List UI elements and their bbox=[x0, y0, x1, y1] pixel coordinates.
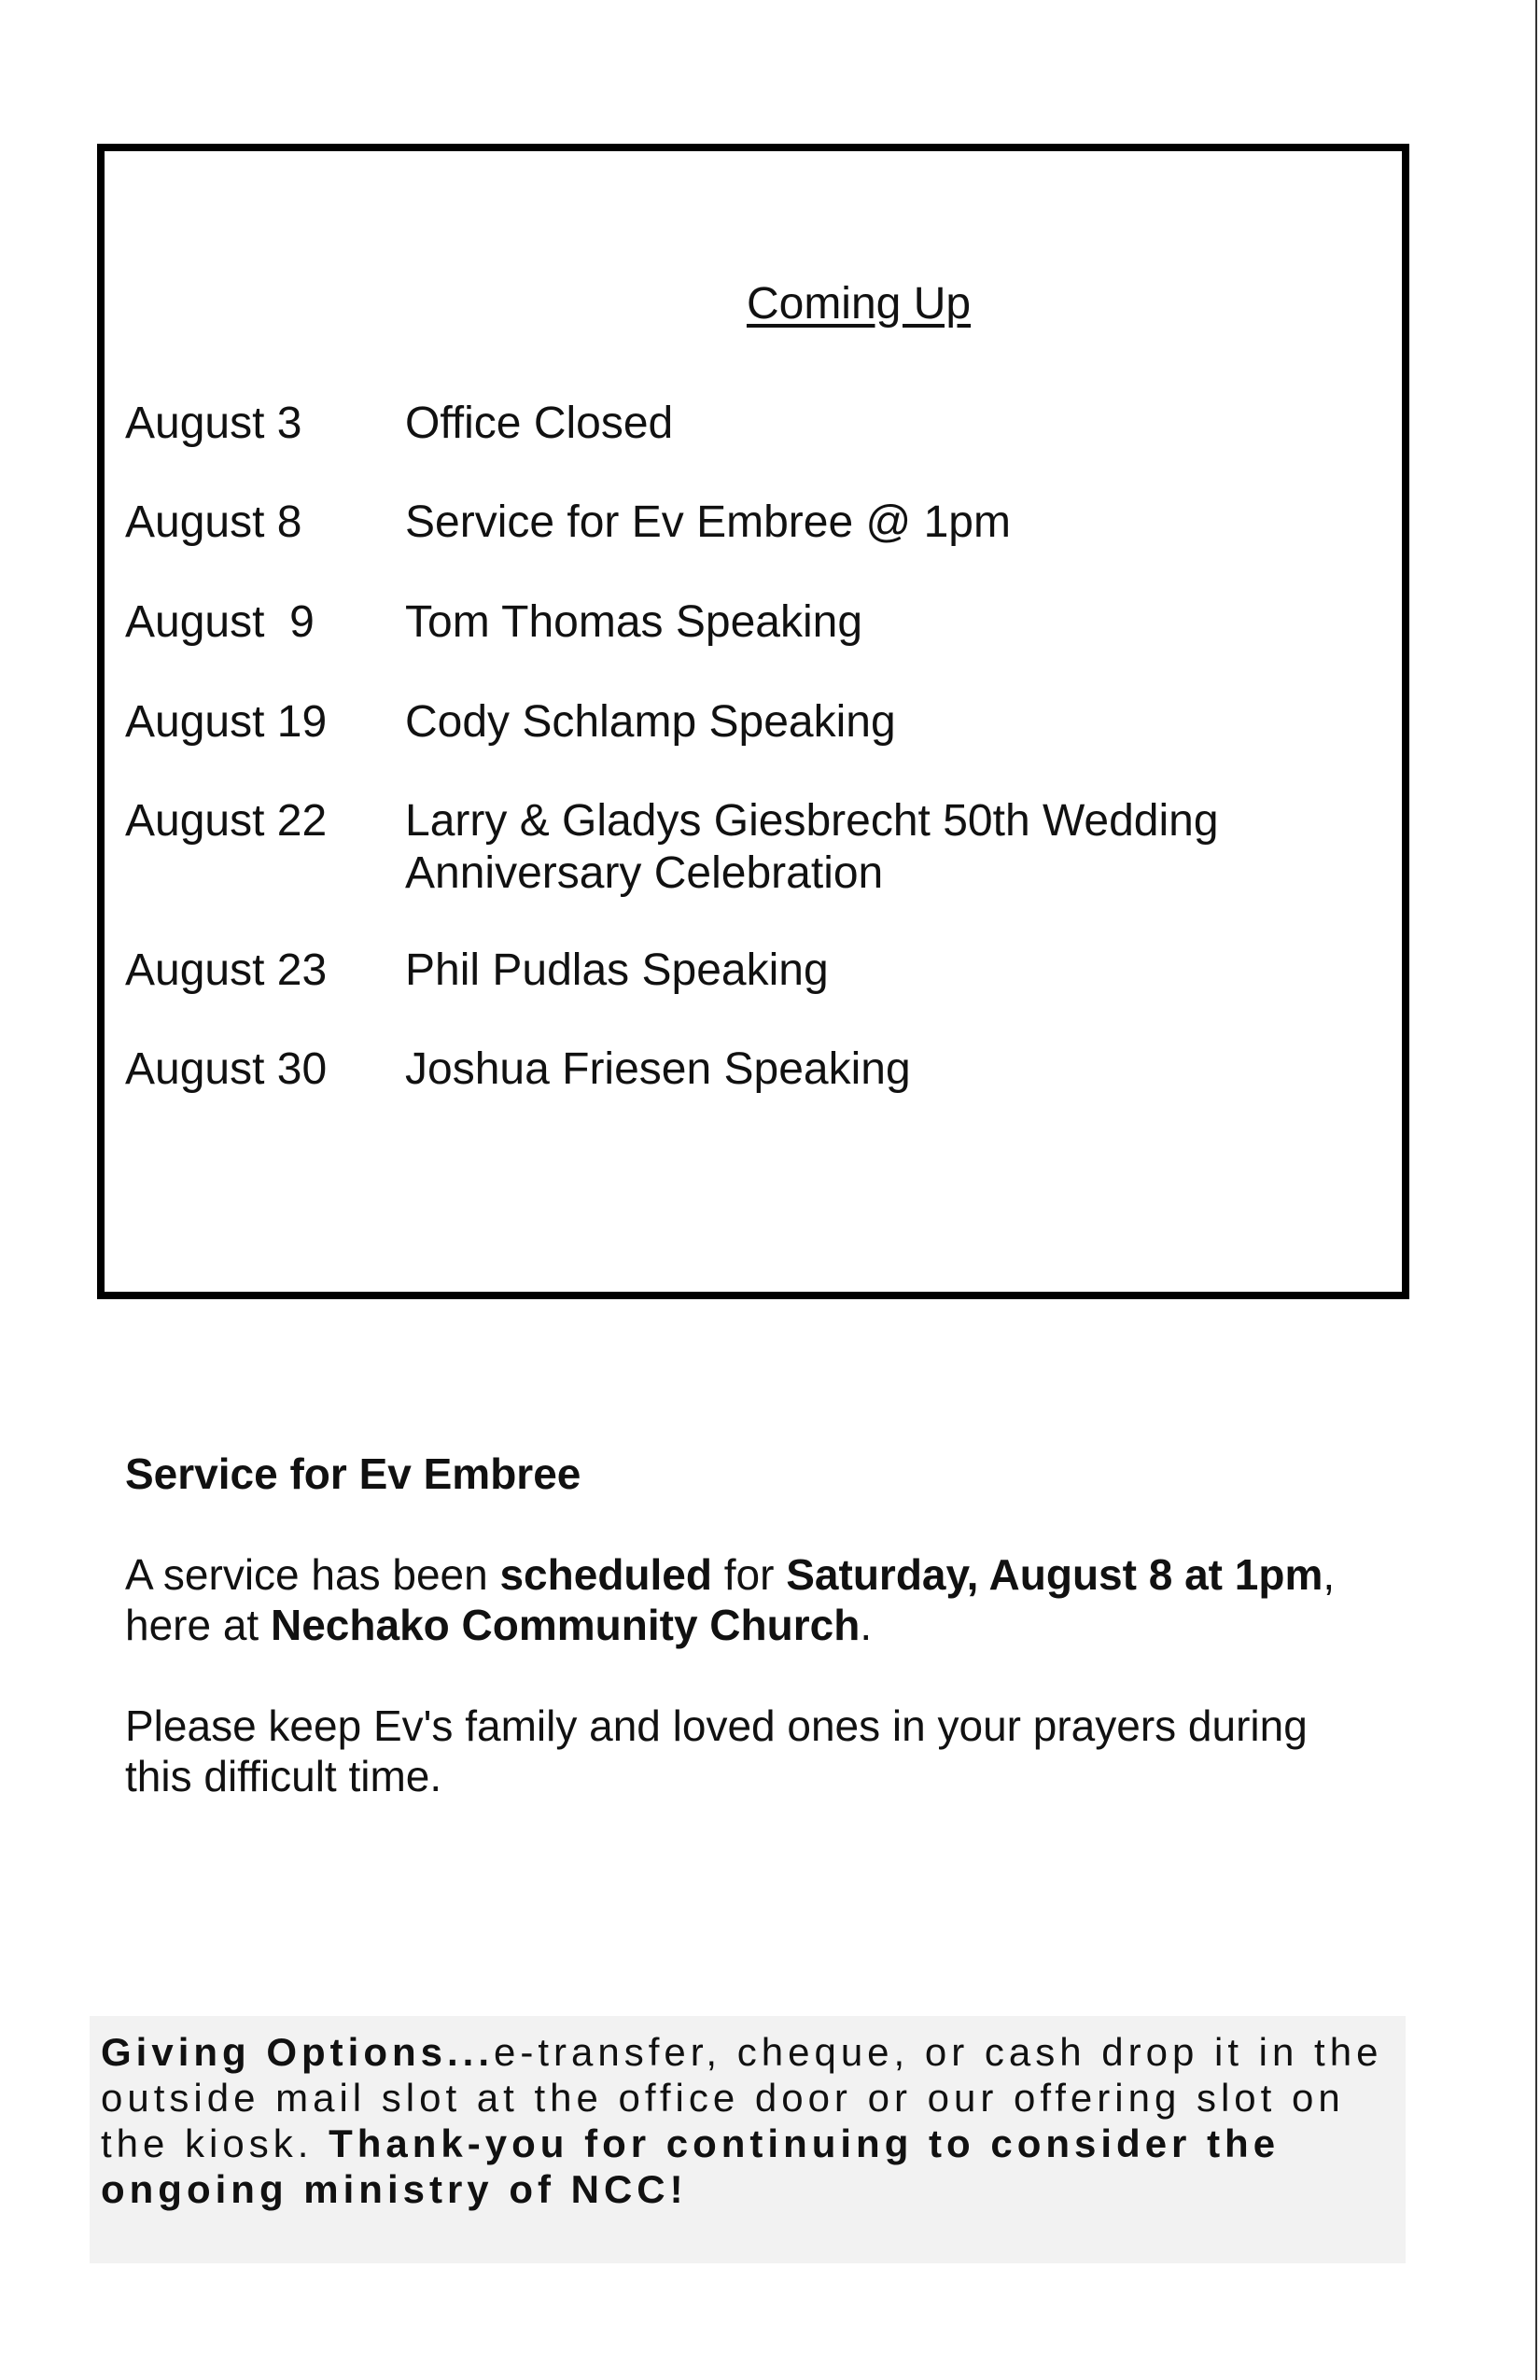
giving-heading: Giving Options... bbox=[101, 2030, 494, 2074]
event-description: Joshua Friesen Speaking bbox=[405, 1044, 911, 1094]
event-date: August 30 bbox=[125, 1044, 328, 1094]
event-description: Service for Ev Embree @ 1pm bbox=[405, 497, 1011, 547]
event-date: August 8 bbox=[125, 497, 302, 547]
event-date: August 3 bbox=[125, 399, 302, 448]
notice-title: Service for Ev Embree bbox=[125, 1449, 581, 1498]
event-description: Phil Pudlas Speaking bbox=[405, 945, 829, 995]
notice-date: Saturday, August 8 at 1pm bbox=[786, 1550, 1323, 1599]
giving-body: e-transfer, cheque, or cash drop it in the outside mail slot at the office door or our offering slot on the kiosk. bbox=[101, 2030, 1383, 2165]
event-description: Cody Schlamp Speaking bbox=[405, 697, 896, 747]
giving-paragraph bbox=[101, 2029, 1394, 2212]
notice-emphasis: scheduled bbox=[499, 1550, 712, 1599]
notice-text: , here at bbox=[125, 1550, 1336, 1649]
page-edge-line bbox=[1535, 0, 1537, 2380]
giving-closing: Thank-you for continuing to consider the ongoing ministry of NCC! bbox=[101, 2121, 1281, 2211]
coming-up-title: Coming Up bbox=[746, 279, 972, 329]
service-notice bbox=[125, 1449, 1357, 1801]
event-date: August 23 bbox=[125, 945, 328, 995]
coming-up-box bbox=[97, 144, 1409, 1299]
notice-text: for bbox=[711, 1550, 787, 1599]
notice-text: A service has been bbox=[125, 1550, 500, 1599]
notice-location: Nechako Community Church bbox=[271, 1601, 861, 1649]
event-description: Tom Thomas Speaking bbox=[405, 597, 863, 647]
giving-options-box bbox=[90, 2016, 1406, 2263]
event-description: Office Closed bbox=[405, 399, 674, 448]
notice-paragraph bbox=[125, 1549, 1357, 1650]
event-date: August 9 bbox=[125, 597, 315, 647]
notice-text: . bbox=[860, 1601, 873, 1649]
event-date: August 22 bbox=[125, 796, 328, 846]
event-description: Larry & Gladys Giesbrecht 50th Wedding Anniversary Celebration bbox=[405, 796, 1219, 898]
notice-prayer-paragraph: Please keep Ev's family and loved ones in your prayers during this difficult time. bbox=[125, 1701, 1308, 1800]
event-date: August 19 bbox=[125, 697, 328, 747]
